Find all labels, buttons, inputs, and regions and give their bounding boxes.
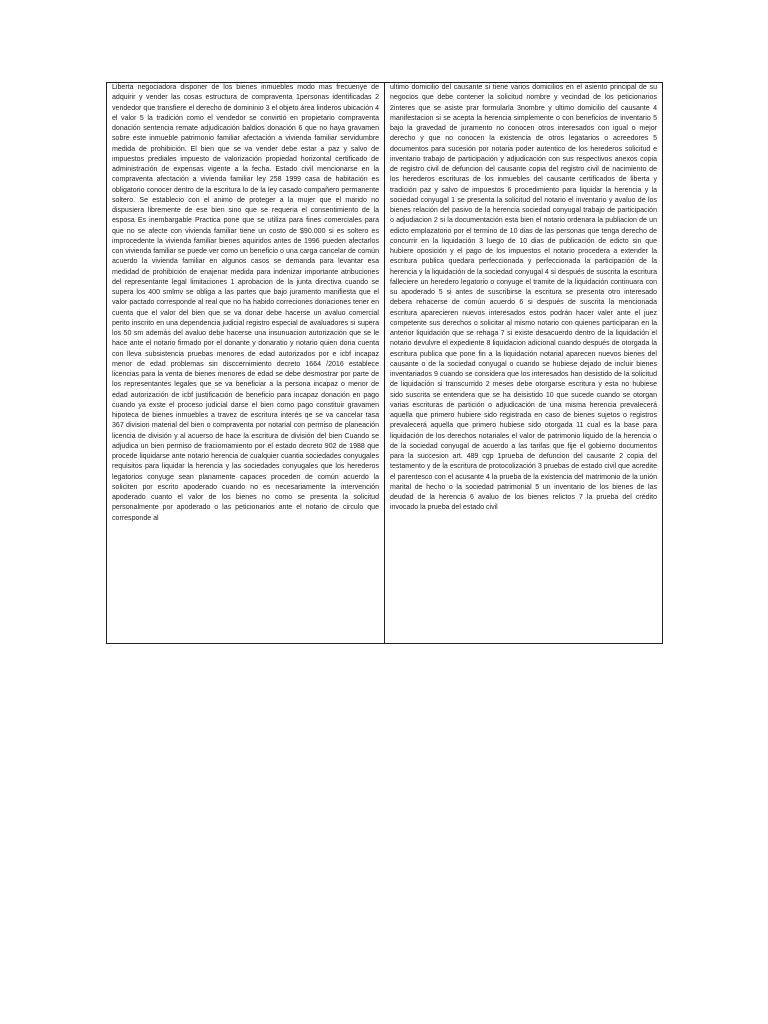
right-column: [385, 83, 662, 643]
left-column-text: Liberta negociadora disponer de los bienes inmuebles modo mas frecuenye de adquirir y vender las cosas estructura de compraventa 1personas identificadas 2 vendedor que transfiere el derecho de domininio 3 el objeto área linderos ubicación 4 el valor 5 la tradición como el vendedor se convirtió en propietario compraventa donación sentencia remate adjudicación baldios donación 6 que no haya gravamen sobre este inmueble patrimonio familiar afectación a vivienda familiar servidumbre medida de prohibición. El bien que se va vender debe estar a paz y salvo de impuestos prediales impuesto de valorización propiedad horizontal certificado de administración de expensas vigente a la fecha. Estado civil mencionarse en la compraventa afectación a vivienda familiar ley 258 1999 casa de habitación es obligatorio conocer dentro de la escritura lo de la ley casado compañero permanente soltero. Se establecio con el animo de proteger a la mujer que el marido no dispusiera libremente de ese bien sino que se requeria el consentimiento de la esposa Es inembargable Practica pone que se utiliza para fines comerciales para que no se afecte con vivienda familiar tiene un costo de $90.000 si es soltero es improcedente la vivienda familiar bienes aquiridos antes de 1996 pueden afectarlos con vivienda familiar se puede ver como un beneficio o una carga cancelar de común acuerdo la vivienda familiar en algunos casos se demanda para levantar esa medidad de prohibición de enajenar medida para indenizar importante atribuciones del representante legal limitaciones 1 aprobacion de la junta directiva cuando se supera los 400 smlmv se obliga a las partes que bajo juramento manifiesta que el valor pactado corresponde al real que no ha habido correciones donaciones tener en cuenta que el valor del bien que se va donar debe hacerse un avaluo comercial perito inscrito en una dependencia judicial registro especial de avaluadores si supera los 50 sm además del avaluo debe hacerse una insunuacion autorización que se le hace ante el notario firmado por el donante y donaratio y notario quien dona cuenta con lleva subsistencia pruebas menores de edad autorizados por e icbf incapaz menor de edad problemas sin disccernimiento decreto 1664 /2016 establece licencias para la venta de bienes menores de edad se debe desmostrar por parte de los representantes legales que se va beneficiar a la persona incapaz o menor de edad autorización de icbf justificación de beneficio para incapaz donación en pago cuando ya exste el proceso judicial darse el bien como pago constituir gravamen hipoteca de bienes inmuebles a travez de escritura interés qe se va cancelar tasa 367 division material del bien o compraventa por notarial con permiso de planeación licencia de división y al acuerso de hace la escritura de división del bien Cuando se adjudica un bien permiso de fraciomamiento por el estado decreto 902 de 1988 que procede liquidarse ante notario herencia de cualquier cuantia sociedades conyugales requisitos para liquidar la herencia y las sociedades conyugales que los herederos legatorios conyuge sean planamente capaces proceden de común acuerdo la soliciten por escrito apoderado cuando no es necesariamente la intervención apoderado cuanto el valor de los bienes no como se presenta la solicitud personalmente por apoderado o las peticionarios ante el notario de circulo que corresponde al: [112, 84, 379, 522]
right-column-text: ultimo domicilio del causante si tiene varios domicilios en el asiento principal de su negocios que debe contener la solicitud nombre y vecindad de los peticionarios 2interes que se asiste prar formularla 3nombre y ultimo domicilio del causante 4 manifestacion si se acepta la herencia simplemente o con beneficios de inventario 5 bajo la gravedad de juramento no conocen otros interesados con igual o mejor derecho y que no conocen la existencia de otros legatarios o acreedores 5 documentos para sucesión por notaria poder autentico de los herederos solicitud e inventario trabajo de participación y adjudicación con sus respectivos anexos copia de registro civil de defuncion del causante copia del registro civil de nacimiento de los herederos escrituras de los inmuebles del causante certificados de liberta y tradición paz y salvo de impuestos 6 procedimiento para liquidar la herencia y la sociedad conyugal 1 se presenta la solicitud del notario el inventario y avaluo de los bienes relación del pasivo de la herencia sociedad conyugal trabajo de participación o adjudiacion 2 si la documentación esta bien el notario ordenara la publiacion de un edicto emplazatorio por el termino de 10 dias de las personas que tenga derecho de concurrir en la liquidación 3 luego de 10 dias de publicación de edicto sin que hubiere oposición y el pago de los impuestos el notario procedera a extender la escritura publica quedara perfeccionada y perfeccionada la participación de la herencia y la liquidación de la sociedad conyugal 4 si después de suscrita la escritura falleciere un heredero legatorio o conyuge el tramite de la liquidación continuara con su apoderado 5 si antes de suscribirse la escritura se presenta otro interesado debera rehacerse de común acuerdo 6 si después de suscrita la mencionada escritura aparecieren nuevos interesados estos podrán hacer valer ante el juez competente sus derechos o solicitar al mismo notario con quienes participaran en la anterior liquidación que se rehaga 7 si existe desacuerdo dentro de la liquidación el notario devulvre el expediente 8 liquidacion adicional cuando después de otorgada la escritura publica que pone fin a la liquidación notarial aparecen nuevos bienes del causante o de la sociedad conyugal o cuando se hubiese dejado de incluir bienes inventariados 9 cuando se considera que los interesados han desistido de la solicitud de liquidación si transcurrido 2 meses debe otorgarse escritura y esta no hubiese sido suscrita se entendera que se ha deisistido 10 que sucede cuando se otorgan varias escrituras de partición o adjudicación de una misma herencia prevalecerá aquella que primero hubiere sido registrada en caso de bienes sujetos o registros prevalecerá aquella que primero hubiese sido otorgada 11 cual es la base para liquidación de los derechos notariales el valor de patrimonio liquido de la herencia o de la sociedad conyugal de acuerdo a las tarifas que fije el gobierno documentos para la succesion art. 489 cgp 1prueba de defuncion del causante 2 copia del testamento y de la escritura de protocolización 3 pruebas de estado civil que acredite el parentesco con el acusante 4 la prueba de la existencia del matrimonio de la unión marital de hecho o la sociedad patrimonial 5 un inventario de los bienes de las deudad de la herencia 6 avaluo de los bienes relictos 7 la prueba del crédito invocado la prueba del estado civil: [390, 84, 657, 512]
left-column: [107, 83, 385, 643]
document-page: [106, 82, 663, 644]
